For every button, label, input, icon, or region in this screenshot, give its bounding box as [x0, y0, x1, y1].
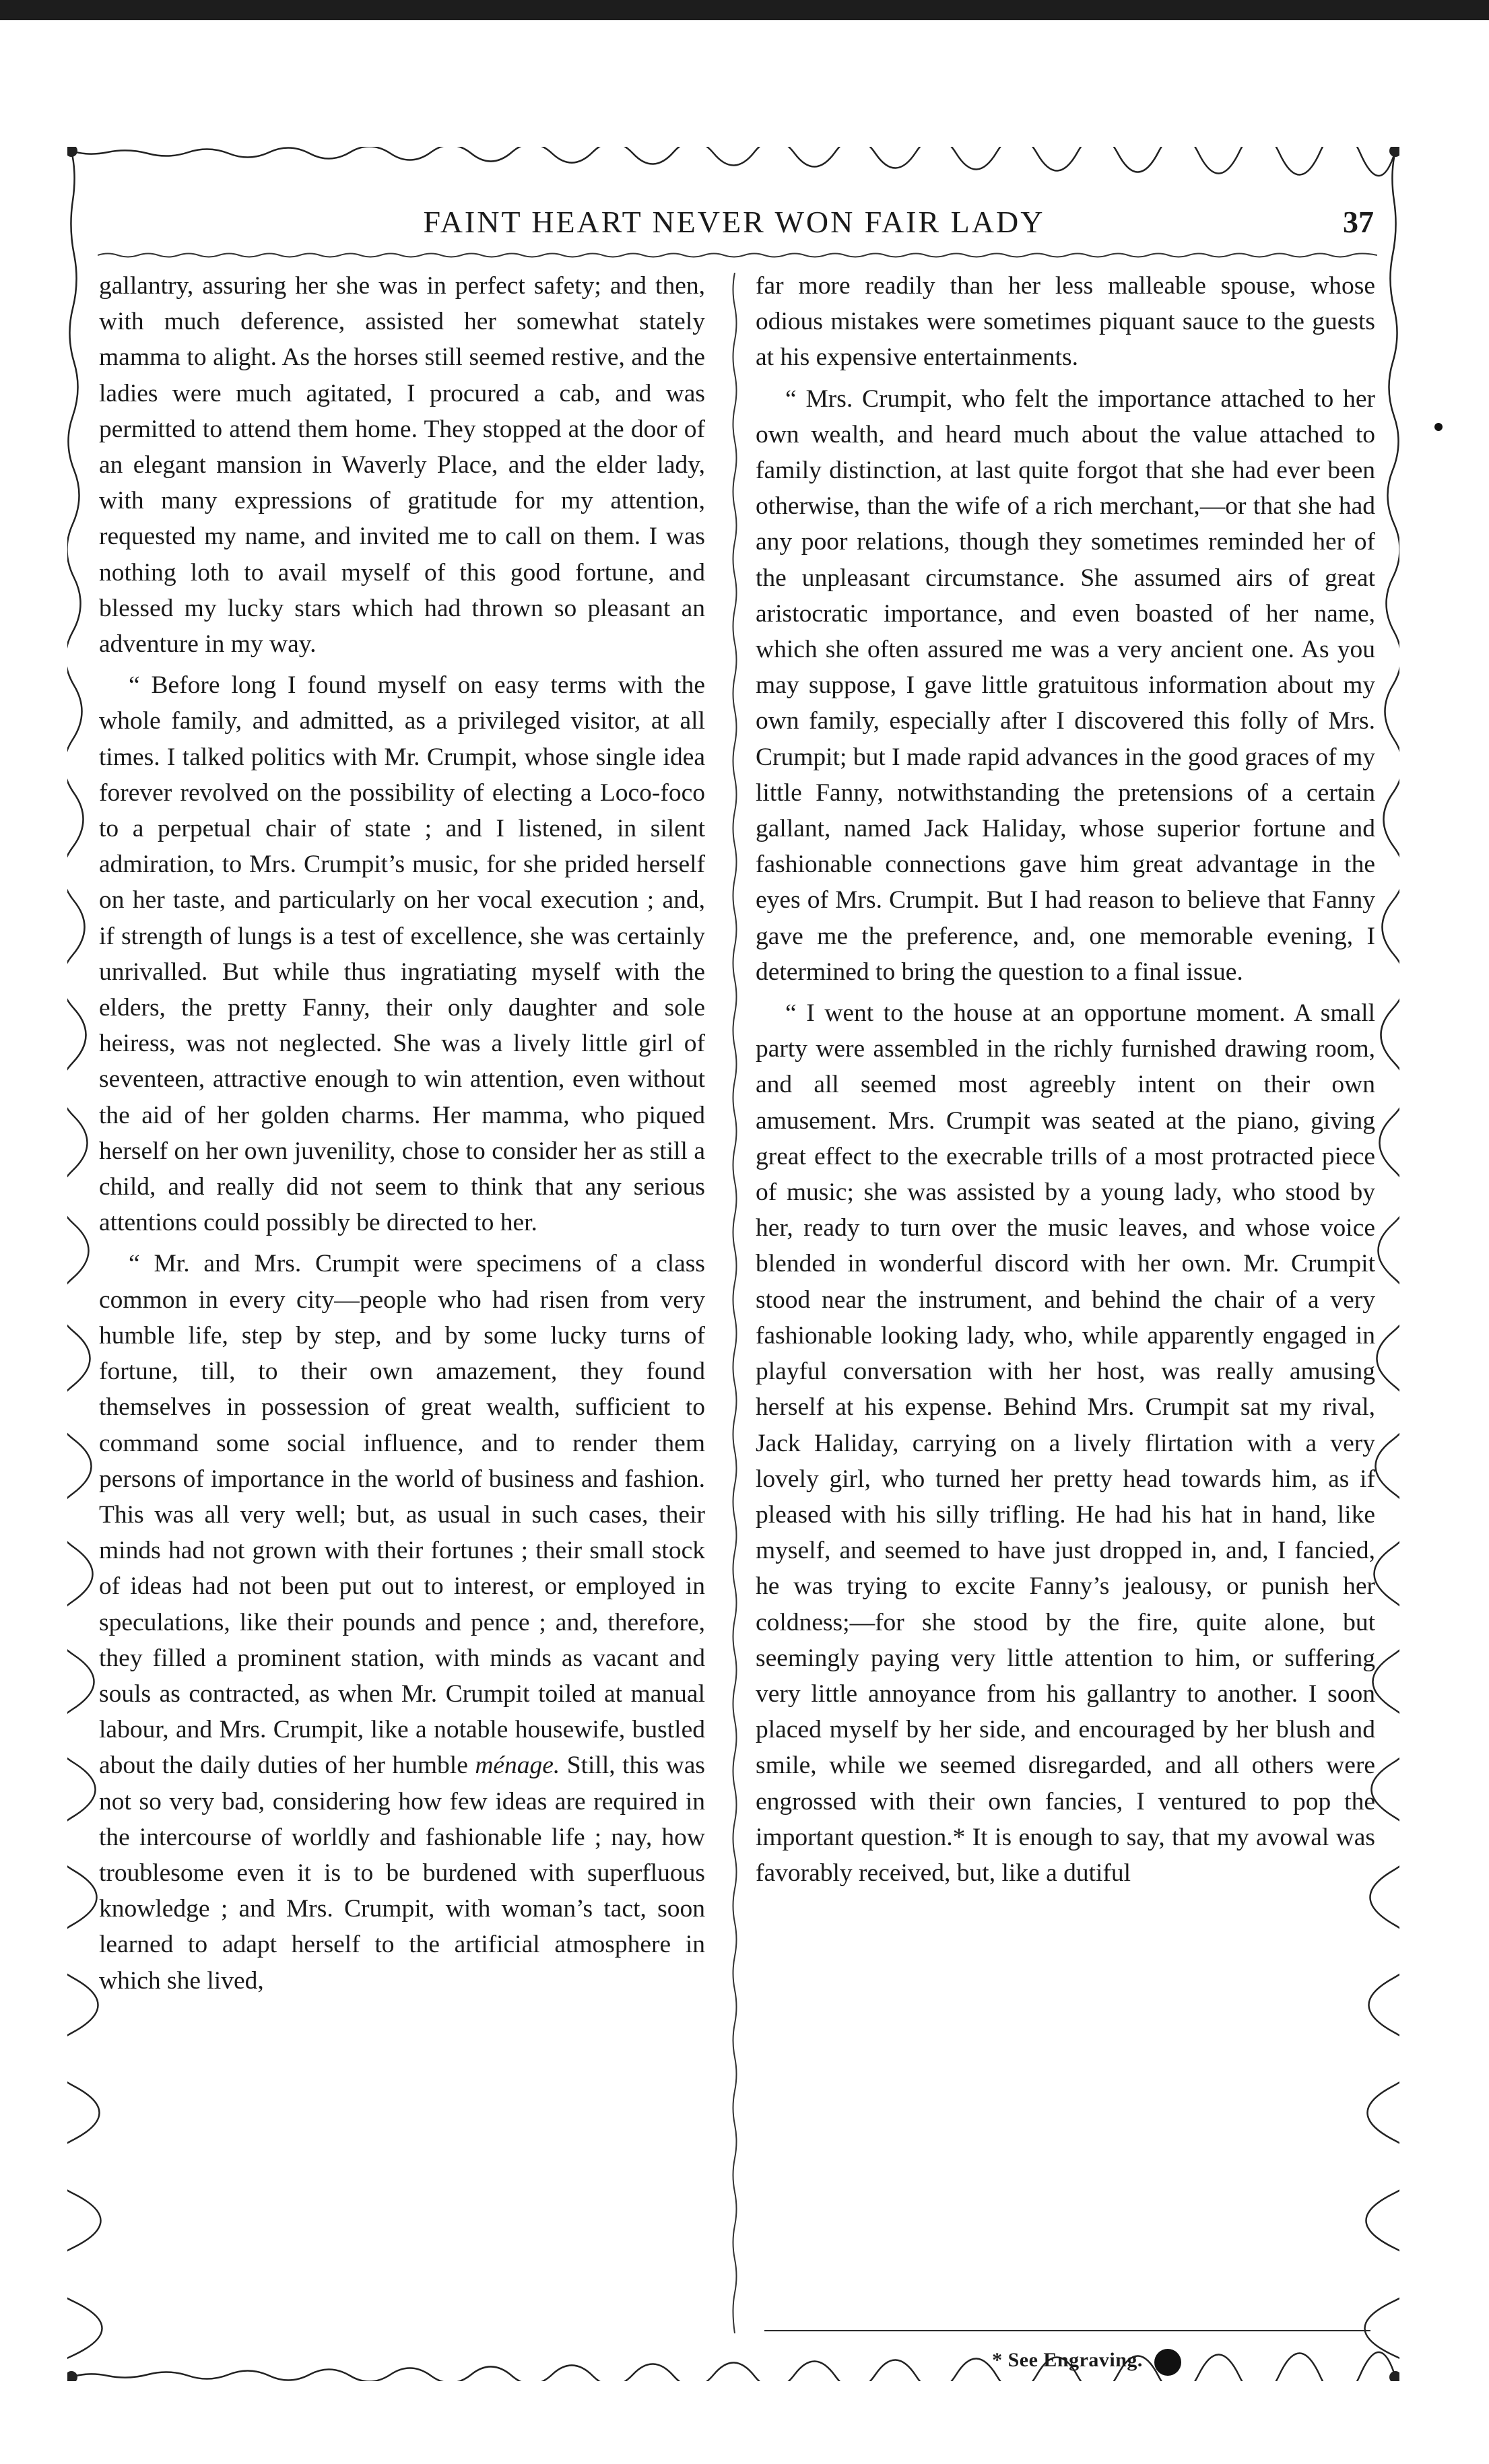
left-column — [99, 268, 705, 2275]
page-number: 37 — [1343, 205, 1374, 239]
paragraph: “ Before long I found myself on easy terms with the whole family, and admitted, as a privileged visitor, at all times. I talked politics with Mr. Crumpit, whose single idea forever revolved on the possibility of electing a Loco-foco to a perpetual chair of state ; and I listened, in silent admiration, to Mrs. Crumpit’s music, for she prided herself on her taste, and particularly on her vocal execution ; and, if strength of lungs is a test of excellence, she was certainly unrivalled. But while thus ingratiating myself with the elders, the pretty Fanny, their only daughter and sole heiress, was not neglected. She was a lively little girl of seventeen, attractive enough to win attention, even without the aid of her golden charms. Her mamma, who piqued herself on her own juvenility, chose to consider her as still a child, and really did not seem to think that any serious attentions could possibly be directed to her. — [99, 671, 705, 1237]
paragraph-continued — [99, 1246, 705, 1998]
paragraph: “ Mrs. Crumpit, who felt the importance attached to her own wealth, and heard much about the value attached to family distinction, at last quite forgot that she had ever been otherwise, than the wife of a rich merchant,—or that she had any poor relations, though they sometimes reminded her of the unpleasant circumstance. She assumed airs of great aristocratic importance, and even boasted of her name, which she often assured me was a very ancient one. As you may suppose, I gave little gratuitous information about my own family, especially after I discovered this folly of Mrs. Crumpit; but I made rapid advances in the good graces of my little Fanny, notwithstanding the pretensions of a certain gallant, named Jack Haliday, whose superior fortune and fashionable connections gave him great advantage in the eyes of Mrs. Crumpit. But I had reason to believe that Fanny gave me the preference, and, one memorable evening, I determined to bring the question to a final issue. — [756, 385, 1375, 986]
footnote-rule — [764, 2330, 1370, 2331]
italic-word: ménage. — [475, 1752, 560, 1780]
footnote: * See Engraving. — [992, 2349, 1143, 2371]
right-column — [756, 268, 1375, 2275]
running-head — [94, 202, 1374, 256]
head-rule — [98, 251, 1377, 260]
paragraph-text-tail: Still, this was not so very bad, considering how few ideas are required in the intercourse of worldly and fashionable life ; nay, how troublesome even it is to be burdened with superfluous knowledge ; and Mrs. Crumpit, with woman’s tact, soon learned to adapt herself to the artificial atmosphere in which she lived, — [99, 1752, 705, 1995]
ink-blot — [1154, 2349, 1181, 2376]
scan-top-edge — [0, 0, 1489, 20]
paragraph-text: “ Mr. and Mrs. Crumpit were specimens of a class common in every city—people who had risen from very humble life, step by step, and by some lucky turns of fortune, till, to their own amazement, they found themselves in possession of great wealth, sufficient to command some social influence, and to render them persons of importance in the world of business and fashion. This was all very well; but, as usual in such cases, their minds had not grown with their fortunes ; their small stock of ideas had not been put out to interest, or employed in speculations, like their pounds and pence ; and, therefore, they filled a prominent station, with minds as vacant and souls as contracted, as when Mr. Crumpit toiled at manual labour, and Mrs. Crumpit, like a notable housewife, bustled about the daily duties of her humble — [99, 1250, 705, 1780]
column-divider — [730, 273, 739, 2333]
paragraph: far more readily than her less malleable spouse, whose odious mistakes were sometimes piquant sauce to the guests at his expensive entertainments. — [756, 272, 1375, 372]
paragraph: gallantry, assuring her she was in perfect safety; and then, with much deference, assisted her somewhat stately mamma to alight. As the horses still seemed restive, and the ladies were much agitated, I procured a cab, and was permitted to attend them home. They stopped at the door of an elegant mansion in Waverly Place, and the elder lady, with many expressions of gratitude for my attention, requested my name, and invited me to call on them. I was nothing loth to avail myself of this good fortune, and blessed my lucky stars which had thrown so pleasant an adventure in my way. — [99, 272, 705, 659]
running-title: FAINT HEART NEVER WON FAIR LADY — [423, 205, 1045, 239]
paragraph: “ I went to the house at an opportune moment. A small party were assembled in the richly furnished drawing room, and all seemed most agreebly intent on their own amusement. Mrs. Crumpit was seated at the piano, giving great effect to the execrable trills of a most protracted piece of music; she was assisted by a young lady, who stood by her, ready to turn over the music leaves, and whose voice blended in wonderful discord with her own. Mr. Crumpit stood near the instrument, and behind the chair of a very fashionable looking lady, who, while apparently engaged in playful conversation with her host, was really amusing herself at his expense. Behind Mrs. Crumpit sat my rival, Jack Haliday, carrying on a lively flirtation with a very lovely girl, who turned her pretty head towards him, as if pleased with his silly trifling. He had his hat in hand, like myself, and seemed to have just dropped in, and, I fancied, he was trying to excite Fanny’s jealousy, or punish her coldness;—for she stood by the fire, quite alone, but seemingly paying very little attention to him, or suffering very little annoyance from his gallantry to another. I soon placed myself by her side, and encouraged by her blush and smile, while we seemed disregarded, and all others were engrossed with their own fancies, I ventured to pop the important question.* It is enough to say, that my avowal was favorably received, but, like a dutiful — [756, 999, 1375, 1887]
ink-blot — [1434, 423, 1443, 431]
